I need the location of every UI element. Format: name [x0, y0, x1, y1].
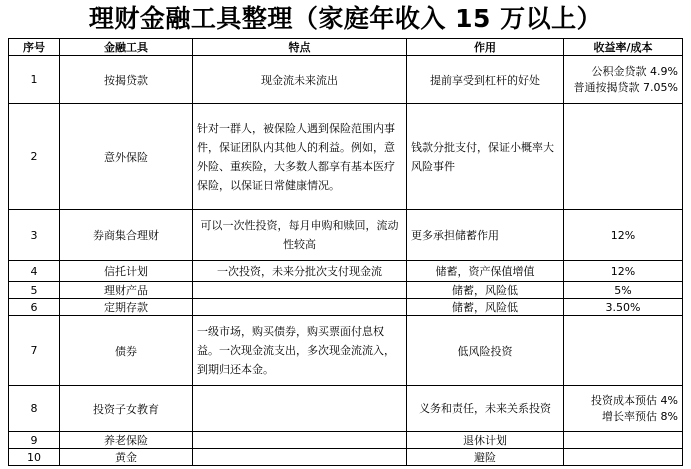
cell-function: 更多承担储蓄作用 — [407, 210, 564, 261]
header-feature: 特点 — [193, 39, 407, 56]
cell-function: 提前享受到杠杆的好处 — [407, 56, 564, 104]
cell-no: 1 — [9, 56, 60, 104]
cell-tool: 养老保险 — [60, 432, 193, 449]
rate-line: 投资成本预估 4% — [591, 393, 678, 407]
cell-rate — [564, 56, 683, 104]
cell-feature — [193, 299, 407, 316]
cell-no: 8 — [9, 386, 60, 432]
cell-feature: 针对一群人，被保险人遇到保险范围内事件，保证团队内其他人的利益。例如，意外险、重疾险，大多数人都享有基本医疗保险，以保证日常健康情况。 — [193, 104, 407, 210]
cell-tool: 信托计划 — [60, 261, 193, 282]
header-rate: 收益率/成本 — [564, 39, 683, 56]
header-function: 作用 — [407, 39, 564, 56]
header-no: 序号 — [9, 39, 60, 56]
cell-function: 储蓄，资产保值增值 — [407, 261, 564, 282]
table-row — [9, 386, 683, 432]
cell-no: 7 — [9, 316, 60, 386]
cell-tool: 黄金 — [60, 449, 193, 466]
cell-tool: 按揭贷款 — [60, 56, 193, 104]
financial-tools-table — [8, 38, 683, 466]
cell-tool: 券商集合理财 — [60, 210, 193, 261]
cell-rate: 12% — [564, 261, 683, 282]
table-row — [9, 261, 683, 282]
cell-function: 义务和责任，未来关系投资 — [407, 386, 564, 432]
rate-line: 增长率预估 8% — [602, 409, 678, 423]
cell-no: 3 — [9, 210, 60, 261]
cell-function: 储蓄，风险低 — [407, 299, 564, 316]
cell-rate: 5% — [564, 282, 683, 299]
page-title: 理财金融工具整理（家庭年收入 15 万以上） — [88, 4, 603, 33]
cell-feature: 一级市场，购买债券，购买票面付息权益。一次现金流支出，多次现金流流入，到期归还本金。 — [193, 316, 407, 386]
cell-rate — [564, 316, 683, 386]
cell-tool: 定期存款 — [60, 299, 193, 316]
cell-feature — [193, 432, 407, 449]
cell-rate — [564, 432, 683, 449]
table-row — [9, 104, 683, 210]
cell-feature — [193, 449, 407, 466]
cell-no: 5 — [9, 282, 60, 299]
cell-feature — [193, 386, 407, 432]
table-row — [9, 299, 683, 316]
cell-rate — [564, 104, 683, 210]
cell-tool: 债券 — [60, 316, 193, 386]
header-tool: 金融工具 — [60, 39, 193, 56]
cell-no: 4 — [9, 261, 60, 282]
cell-no: 2 — [9, 104, 60, 210]
rate-line: 普通按揭贷款 7.05% — [573, 80, 678, 94]
cell-function: 低风险投资 — [407, 316, 564, 386]
table-row — [9, 282, 683, 299]
table-row — [9, 316, 683, 386]
table-row — [9, 56, 683, 104]
cell-function: 钱款分批支付，保证小概率大风险事件 — [407, 104, 564, 210]
cell-feature — [193, 282, 407, 299]
cell-tool: 投资子女教育 — [60, 386, 193, 432]
cell-no: 9 — [9, 432, 60, 449]
table-row — [9, 449, 683, 466]
cell-function: 避险 — [407, 449, 564, 466]
rate-line: 公积金贷款 4.9% — [591, 64, 678, 78]
cell-feature: 一次投资，未来分批次支付现金流 — [193, 261, 407, 282]
cell-tool: 理财产品 — [60, 282, 193, 299]
cell-function: 退休计划 — [407, 432, 564, 449]
table-row — [9, 210, 683, 261]
cell-no: 10 — [9, 449, 60, 466]
cell-function: 储蓄，风险低 — [407, 282, 564, 299]
cell-rate: 12% — [564, 210, 683, 261]
cell-rate — [564, 386, 683, 432]
cell-feature: 现金流未来流出 — [193, 56, 407, 104]
cell-rate: 3.50% — [564, 299, 683, 316]
cell-no: 6 — [9, 299, 60, 316]
table-row — [9, 432, 683, 449]
cell-rate — [564, 449, 683, 466]
table-header-row — [9, 39, 683, 56]
cell-tool: 意外保险 — [60, 104, 193, 210]
cell-feature: 可以一次性投资，每月申购和赎回，流动性较高 — [193, 210, 407, 261]
